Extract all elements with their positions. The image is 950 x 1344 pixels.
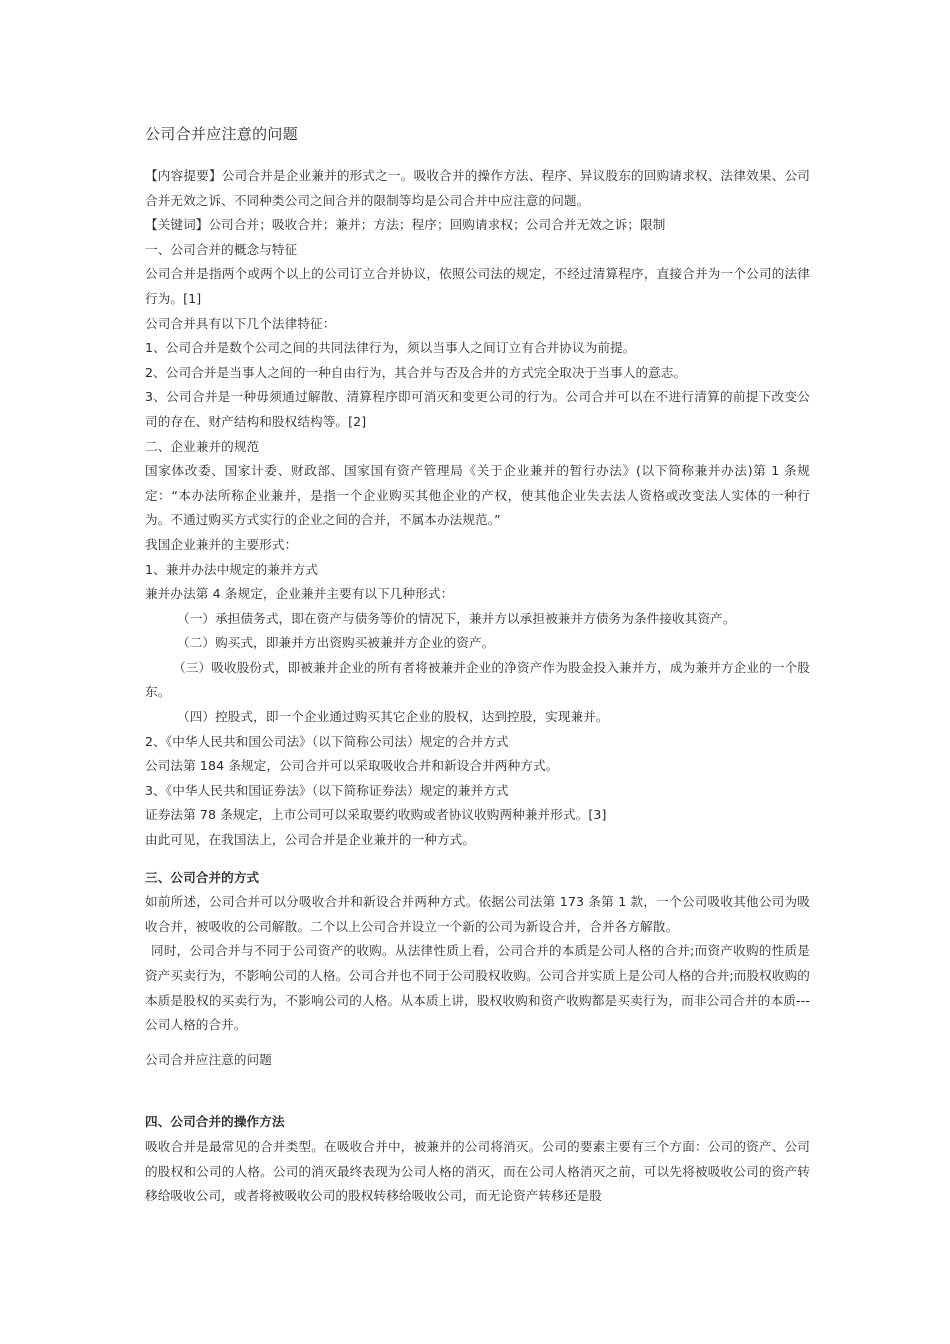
keywords-paragraph: 【关键词】公司合并；吸收合并；兼并；方法；程序；回购请求权；公司合并无效之诉；限制 [145,217,666,233]
section-2-item-3: 3、《中华人民共和国证券法》（以下简称证券法）规定的兼并方式 [145,782,509,798]
section-3-paragraph-1: 如前所述，公司合并可以分吸收合并和新设合并两种方式。依据公司法第 173 条第 1 款，一个公司吸收其他公司为吸收合并，被吸收的公司解散。二个以上公司合并设立一个新的公司为新设合并，合并各方解散。 [145,894,810,934]
section-1-feature-2: 2、公司合并是当事人之间的一种自由行为，其合并与否及合并的方式完全取决于当事人的意志。 [145,364,687,380]
section-2-heading: 二、企业兼并的规范 [145,438,260,454]
section-2-item-2-paragraph: 公司法第 184 条规定，公司合并可以采取吸收合并和新设合并两种方式。 [145,758,559,774]
merger-form-4: （四）控股式，即一个企业通过购买其它企业的股权，达到控股，实现兼并。 [177,709,609,725]
document-page [145,124,810,1209]
section-1-features-intro: 公司合并具有以下几个法律特征： [145,315,336,331]
section-1-paragraph: 公司合并是指两个或两个以上的公司订立合并协议，依照公司法的规定，不经过清算程序，直接合并为一个公司的法律行为。[1] [145,266,810,306]
document-title: 公司合并应注意的问题 [145,125,299,143]
section-2-paragraph: 国家体改委、国家计委、财政部、国家国有资产管理局《关于企业兼并的暂行办法》(以下简称兼并办法)第 1 条规定：“本办法所称企业兼并，是指一个企业购买其他企业的产权，使其他企业失去法人资格或改变法人实体的一种行为。不通过购买方式实行的企业之间的合并，不属本办法规范。” [145,463,810,528]
section-4-heading: 四、公司合并的操作方法 [145,1114,285,1130]
merger-form-2: （二）购买式，即兼并方出资购买被兼并方企业的资产。 [177,635,495,651]
section-1-heading: 一、公司合并的概念与特征 [145,241,298,257]
section-1-feature-3: 3、公司合并是一种毋须通过解散、清算程序即可消灭和变更公司的行为。公司合并可以在不进行清算的前提下改变公司的存在、财产结构和股权结构等。[2] [145,389,810,429]
section-2-item-3-paragraph: 证券法第 78 条规定，上市公司可以采取要约收购或者协议收购两种兼并形式。[3] [145,807,607,823]
section-2-item-2: 2、《中华人民共和国公司法》（以下简称公司法）规定的合并方式 [145,733,509,749]
section-2-item-1: 1、兼并办法中规定的兼并方式 [145,561,319,577]
merger-form-1: （一）承担债务式，即在资产与债务等价的情况下，兼并方以承担被兼并方债务为条件接收其资产。 [177,610,736,626]
section-2-conclusion: 由此可见，在我国法上，公司合并是企业兼并的一种方式。 [145,832,476,848]
merger-form-3: （三）吸收股份式，即被兼并企业的所有者将被兼并企业的净资产作为股金投入兼并方，成为兼并方企业的一个股东。 [145,659,810,700]
repeated-title: 公司合并应注意的问题 [145,1051,272,1067]
section-3-heading: 三、公司合并的方式 [145,869,260,885]
section-2-item-1-paragraph: 兼并办法第 4 条规定，企业兼并主要有以下几种形式： [145,586,454,602]
summary-paragraph: 【内容提要】公司合并是企业兼并的形式之一。吸收合并的操作方法、程序、异议股东的回购请求权、法律效果、公司合并无效之诉、不同种类公司之间合并的限制等均是公司合并中应注意的问题。 [145,168,810,208]
section-1-feature-1: 1、公司合并是数个公司之间的共同法律行为，须以当事人之间订立有合并协议为前提。 [145,340,636,356]
section-4-paragraph: 吸收合并是最常见的合并类型。在吸收合并中，被兼并的公司将消灭。公司的要素主要有三个方面：公司的资产、公司的股权和公司的人格。公司的消灭最终表现为公司人格的消灭，而在公司人格消灭之前，可以先将被吸收公司的资产转移给吸收公司，或者将被吸收公司的股权转移给吸收公司，而无论资产转移还是股 [145,1138,810,1204]
section-3-paragraph-2: 同时，公司合并与不同于公司资产的收购。从法律性质上看，公司合并的本质是公司人格的合并;而资产收购的性质是资产买卖行为，不影响公司的人格。公司合并也不同于公司股权收购。公司合并实质上是公司人格的合并;而股权收购的本质是股权的买卖行为，不影响公司的人格。从本质上讲，股权收购和资产收购都是买卖行为，而非公司合并的本质---公司人格的合并。 [145,943,810,1033]
section-2-forms-intro: 我国企业兼并的主要形式： [145,536,298,552]
